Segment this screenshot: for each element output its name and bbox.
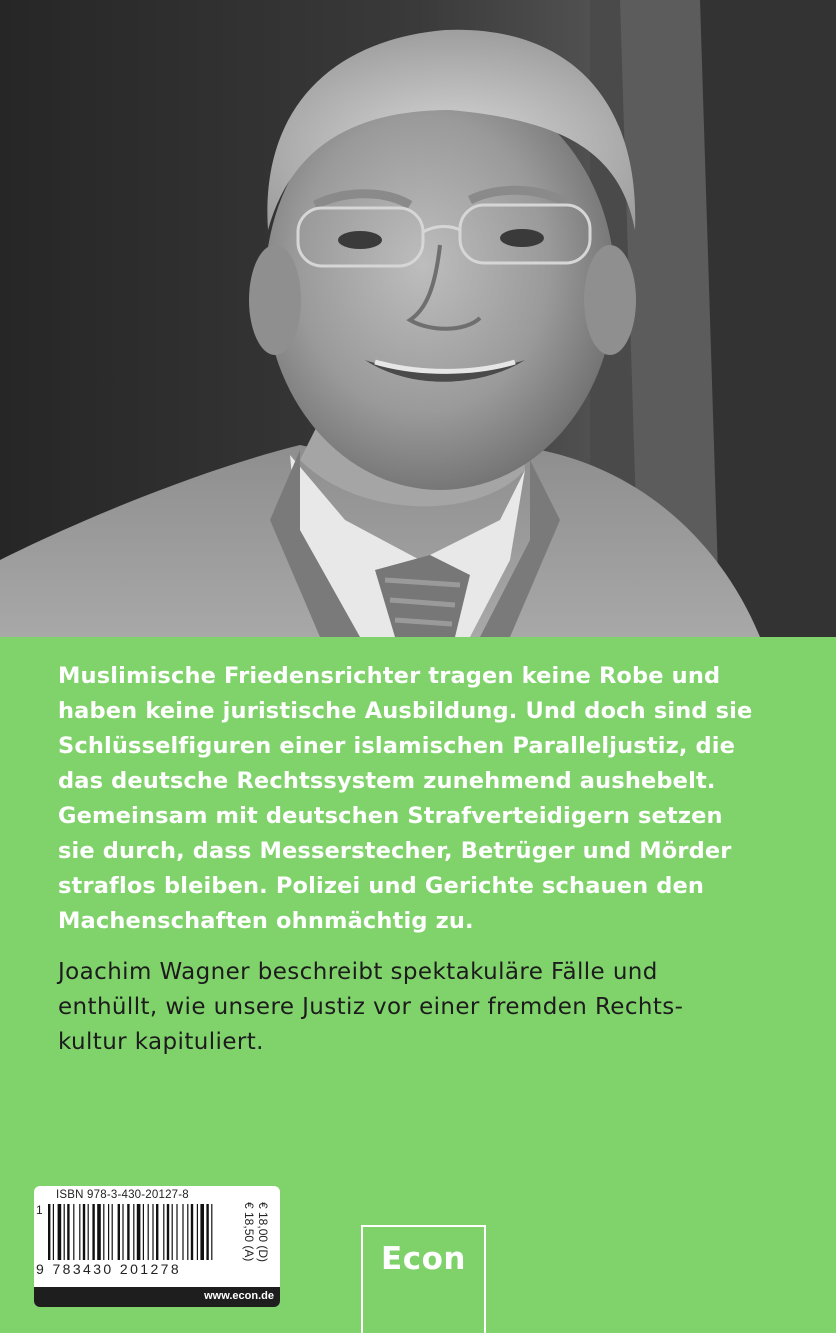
blurb-primary-line: straflos bleiben. Polizei und Gerichte schauen den [58,873,705,899]
blurb-primary-line: haben keine juristische Ausbildung. Und doch sind sie [58,698,753,724]
publisher-website[interactable]: www.econ.de [204,1290,274,1302]
barcode-label [34,1186,280,1307]
isbn-number: ISBN 978-3-430-20127-8 [56,1189,189,1201]
author-portrait-image [0,0,836,637]
price-block [240,1200,276,1270]
blurb-secondary-line: enthüllt, wie unsere Justiz vor einer fremden Rechts- [58,994,684,1020]
publisher-logo-text: Econ [381,1241,466,1277]
blurb-primary-line: Muslimische Friedensrichter tragen keine Robe und [58,663,721,689]
blurb-primary [58,659,788,939]
publisher-logo [361,1225,486,1333]
barcode-digits: 9 783430 201278 [36,1261,181,1277]
barcode-bars [48,1204,236,1260]
blurb-primary-line: Schlüsselfiguren einer islamischen Paralleljustiz, die [58,733,736,759]
blurb-secondary-line: kultur kapituliert. [58,1029,264,1055]
barcode-lead-digit: 1 [36,1203,43,1217]
blurb-primary-line: sie durch, dass Messerstecher, Betrüger und Mörder [58,838,732,864]
author-portrait [0,0,836,637]
blurb-secondary [58,955,788,1060]
blurb-primary-line: Machenschaften ohnmächtig zu. [58,908,474,934]
website-bar [34,1287,280,1307]
price-germany: € 18,00 (D) [256,1202,270,1263]
blurb-primary-line: das deutsche Rechtssystem zunehmend aushebelt. [58,768,716,794]
blurb-primary-line: Gemeinsam mit deutschen Strafverteidigern setzen [58,803,723,829]
price-austria: € 18,50 (A) [242,1202,256,1262]
blurb-secondary-line: Joachim Wagner beschreibt spektakuläre Fälle und [58,959,658,985]
